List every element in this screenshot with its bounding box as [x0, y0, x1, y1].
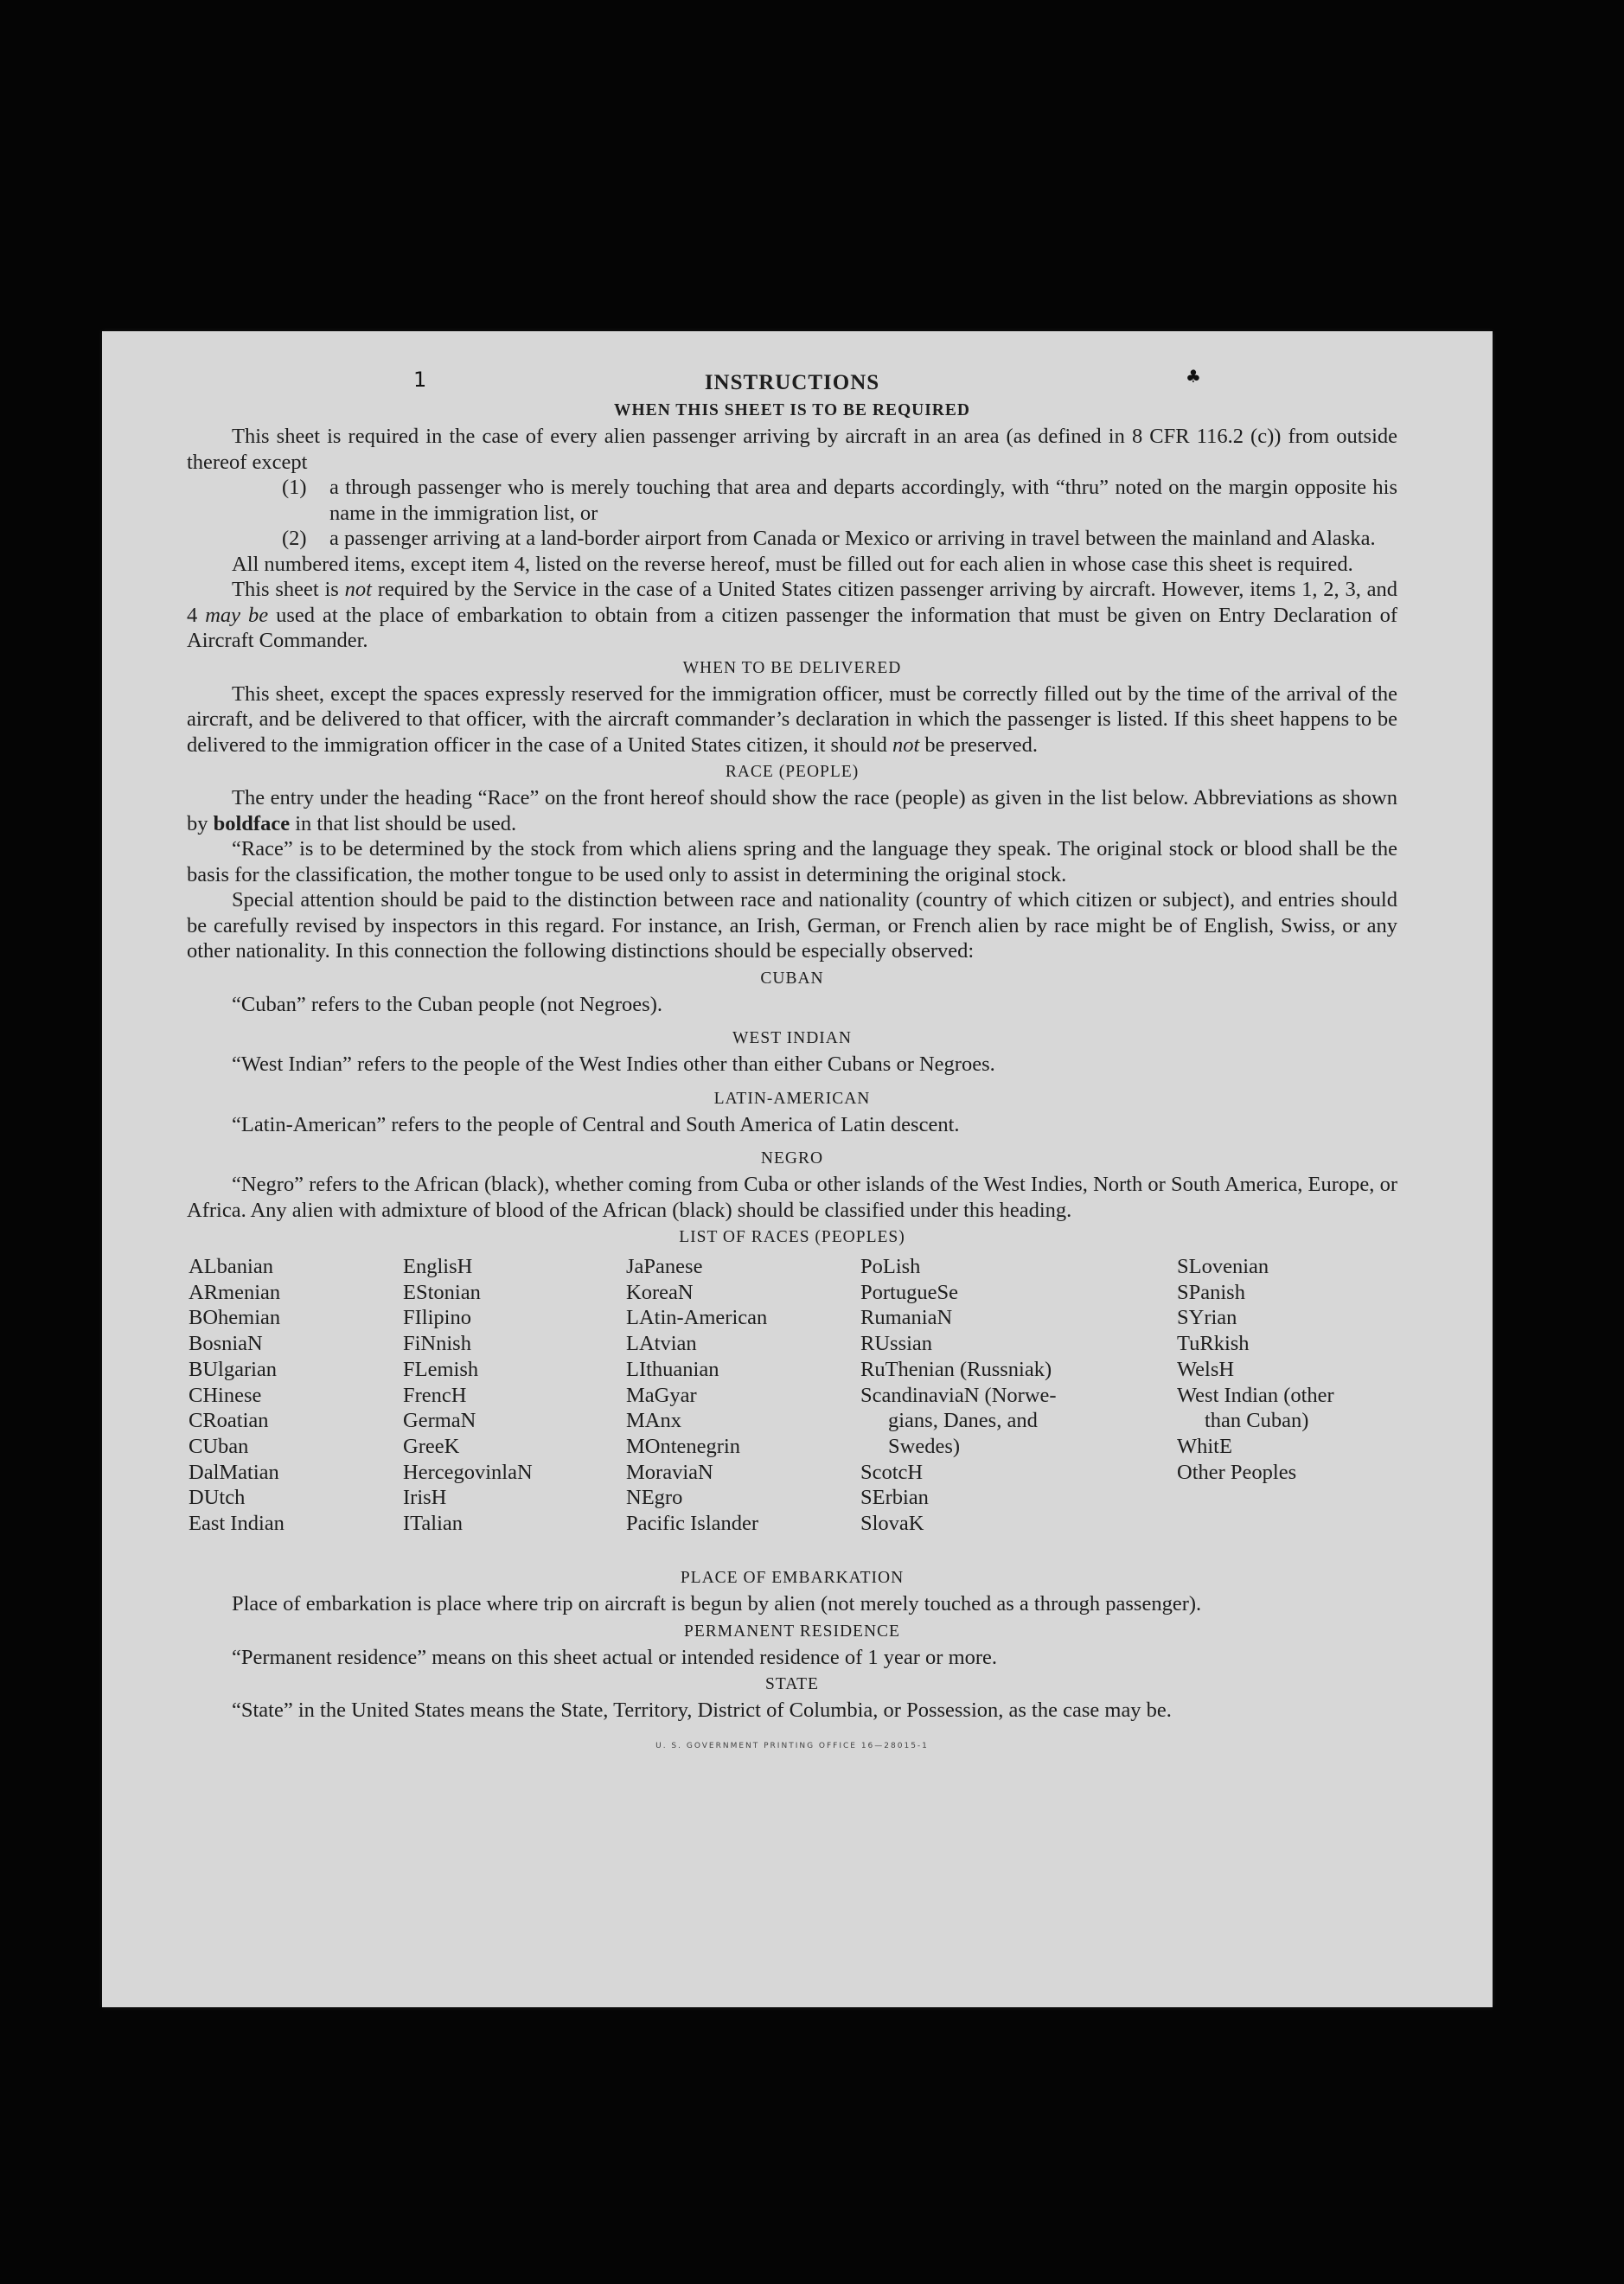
race-entry: ScotcH — [860, 1460, 924, 1484]
race-entry: Other Peoples — [1177, 1460, 1297, 1484]
heading-residence: PERMANENT RESIDENCE — [684, 1622, 900, 1641]
race-entry: RuThenian (Russniak) — [860, 1357, 1052, 1381]
heading-when-required: WHEN THIS SHEET IS TO BE REQUIRED — [614, 401, 970, 419]
race-entry: FrencH — [403, 1383, 467, 1407]
race-entry: EStonian — [403, 1280, 481, 1304]
race-entry: MAnx — [626, 1409, 681, 1433]
definition-west-indian: “West Indian” refers to the people of the West Indies other than either Cubans or Negroes. — [232, 1052, 995, 1076]
race-entry: FIlipino — [403, 1306, 471, 1330]
definition-cuban: “Cuban” refers to the Cuban people (not Negroes). — [232, 992, 662, 1016]
paragraph-required: This sheet is required in the case of every alien passenger arriving by aircraft in an area (as defined in 8 CFR 116.2 (c)) from outside thereof except — [187, 425, 1397, 474]
page-title: INSTRUCTIONS — [704, 371, 880, 394]
race-entry: LAtvian — [626, 1332, 697, 1356]
race-entry: SLovenian — [1177, 1255, 1269, 1278]
race-entry: RumaniaN — [860, 1306, 953, 1330]
race-entry: gians, Danes, and — [888, 1409, 1038, 1433]
heading-state: STATE — [765, 1675, 819, 1693]
race-entry: EnglisH — [403, 1255, 473, 1278]
race-entry: West Indian (other — [1177, 1383, 1334, 1407]
instructions-content — [187, 370, 1397, 1759]
race-entry: LAtin-American — [626, 1306, 768, 1330]
race-entry: LIthuanian — [626, 1357, 719, 1381]
definition-negro: “Negro” refers to the African (black), whether coming from Cuba or other islands of the West Indies, North or South America, Europe, or Africa. Any alien with admixture of blood of the African (black) should be classified under this heading. — [187, 1173, 1397, 1222]
race-entry: FLemish — [403, 1357, 479, 1381]
definition-residence: “Permanent residence” means on this sheet actual or intended residence of 1 year or more. — [232, 1645, 998, 1669]
race-entry: IrisH — [403, 1486, 447, 1510]
definition-latin-american: “Latin-American” refers to the people of Central and South America of Latin descent. — [232, 1112, 960, 1136]
paragraph-numbered-items: All numbered items, except item 4, listed on the reverse hereof, must be filled out for each alien in whose case this sheet is required. — [232, 552, 1353, 576]
race-list — [189, 1251, 1397, 1564]
race-entry: WhitE — [1177, 1434, 1232, 1458]
paragraph-citizen: This sheet is not required by the Service in the case of a United States citizen passenger arriving by aircraft. However, items 1, 2, 3, and 4 may be used at the place of embarkation to obtain from a citizen passenger the information that must be given on Entry Declaration of Aircraft Commander. — [187, 578, 1398, 652]
race-entry: CRoatian — [189, 1409, 269, 1433]
printing-office-imprint: U. S. GOVERNMENT PRINTING OFFICE 16—28015-1 — [655, 1741, 929, 1750]
race-entry: BosniaN — [189, 1332, 263, 1356]
race-entry: RUssian — [860, 1332, 933, 1356]
race-entry: PortugueSe — [860, 1280, 958, 1304]
exception-item-2 — [282, 526, 1397, 552]
race-column-2 — [403, 1254, 533, 1537]
heading-west-indian: WEST INDIAN — [732, 1029, 852, 1047]
race-column-1 — [189, 1254, 285, 1537]
race-entry: GreeK — [403, 1434, 460, 1458]
race-entry: DUtch — [189, 1486, 246, 1510]
heading-when-delivered: WHEN TO BE DELIVERED — [682, 658, 902, 677]
exception-item-1 — [282, 475, 1397, 526]
race-entry: ITalian — [403, 1512, 464, 1536]
race-entry: SYrian — [1177, 1306, 1237, 1330]
item-number: (2) — [282, 527, 307, 550]
instruction-sheet — [102, 331, 1493, 2007]
race-entry: Swedes) — [888, 1434, 961, 1458]
item-text: a through passenger who is merely touching that area and departs accordingly, with “thru” noted on the margin opposite his name in the immigration list, or — [329, 476, 1397, 525]
race-entry: Pacific Islander — [626, 1512, 759, 1536]
race-entry: than Cuban) — [1205, 1409, 1309, 1433]
race-entry: CHinese — [189, 1383, 262, 1407]
race-column-3 — [626, 1254, 767, 1537]
race-entry: FiNnish — [403, 1332, 471, 1356]
paragraph-race-nationality: Special attention should be paid to the distinction between race and nationality (country of which citizen or subject), and entries should be carefully revised by inspectors in this regard. For instance, an Irish, German, or French alien by race might be of English, Swiss, or any other nationality. In this connection the following distinctions should be especially observed: — [187, 888, 1397, 963]
race-entry: DalMatian — [189, 1460, 279, 1484]
race-entry: BOhemian — [189, 1306, 281, 1330]
item-text: a passenger arriving at a land-border airport from Canada or Mexico or arriving in travel between the mainland and Alaska. — [329, 527, 1376, 550]
heading-negro: NEGRO — [760, 1149, 824, 1168]
race-entry: SErbian — [860, 1486, 929, 1510]
paragraph-race-entry: The entry under the heading “Race” on the front hereof should show the race (people) as given in the list below. Abbreviations as shown by boldface in that list should be used. — [187, 786, 1397, 835]
paragraph-delivery: This sheet, except the spaces expressly reserved for the immigration officer, must be correctly filled out by the time of the arrival of the aircraft, and be delivered to that officer, with the aircraft commander’s declaration in which the passenger is listed. If this sheet happens to be delivered to the immigration officer in the case of a United States citizen, it should not be preserved. — [187, 681, 1397, 757]
corner-mark-right: ♣ — [1186, 366, 1201, 387]
definition-state: “State” in the United States means the State, Territory, District of Columbia, or Possession, as the case may be. — [232, 1699, 1172, 1722]
race-entry: MOntenegrin — [626, 1434, 740, 1458]
race-entry: JaPanese — [626, 1255, 703, 1278]
race-entry: HercegovinlaN — [403, 1460, 533, 1484]
item-number: (1) — [282, 476, 307, 499]
heading-embarkation: PLACE OF EMBARKATION — [680, 1569, 905, 1587]
race-entry: MoraviaN — [626, 1460, 713, 1484]
race-entry: NEgro — [626, 1486, 683, 1510]
race-entry: ARmenian — [189, 1280, 281, 1304]
race-entry: PoLish — [860, 1255, 921, 1278]
race-entry: KoreaN — [626, 1280, 694, 1304]
race-column-5 — [1177, 1254, 1334, 1485]
heading-cuban: CUBAN — [760, 969, 824, 988]
race-entry: MaGyar — [626, 1383, 697, 1407]
corner-mark-left: 1 — [413, 368, 427, 392]
race-entry: East Indian — [189, 1512, 285, 1536]
paragraph-race-stock: “Race” is to be determined by the stock from which aliens spring and the language they speak. The original stock or blood shall be the basis for the classification, the mother tongue to be used only to assist in determining the original stock. — [187, 837, 1397, 886]
race-entry: CUban — [189, 1434, 249, 1458]
race-entry: SPanish — [1177, 1280, 1245, 1304]
race-column-4 — [860, 1254, 1057, 1537]
definition-embarkation: Place of embarkation is place where trip on aircraft is begun by alien (not merely touched as a through passenger). — [232, 1592, 1202, 1615]
race-entry: TuRkish — [1177, 1332, 1250, 1356]
heading-latin-american: LATIN-AMERICAN — [713, 1089, 871, 1108]
heading-race: RACE (PEOPLE) — [725, 763, 860, 781]
race-entry: GermaN — [403, 1409, 476, 1433]
heading-list-of-races: LIST OF RACES (PEOPLES) — [679, 1228, 905, 1246]
race-entry: BUlgarian — [189, 1357, 278, 1381]
race-entry: ScandinaviaN (Norwe- — [860, 1383, 1057, 1407]
race-entry: SlovaK — [860, 1512, 924, 1536]
race-entry: WelsH — [1177, 1357, 1235, 1381]
race-entry: ALbanian — [189, 1255, 273, 1278]
